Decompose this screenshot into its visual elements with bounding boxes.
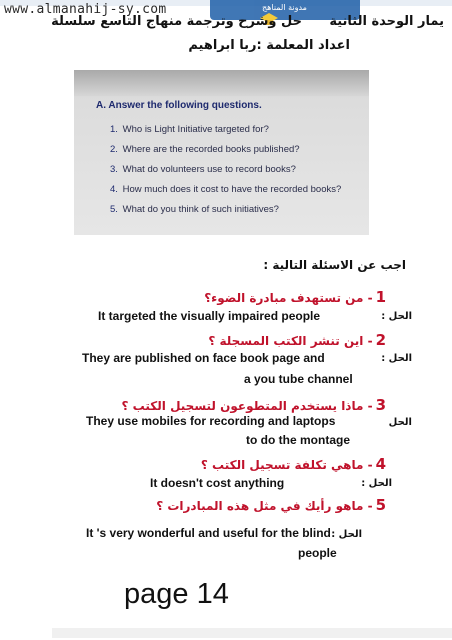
- answer-2-line-2: a you tube channel: [244, 372, 353, 386]
- logo-text: مدونة المناهج: [262, 3, 307, 12]
- answer-label: الحل :: [381, 311, 412, 322]
- answer-label: الحل :: [381, 353, 412, 364]
- excerpt-question: 1. Who is Light Initiative targeted for?: [110, 124, 269, 135]
- answer-2-line-1: They are published on face book page and: [82, 351, 325, 365]
- excerpt-question: 2. Where are the recorded books published?: [110, 144, 300, 155]
- answer-3-line-1: They use mobiles for recording and laptops: [86, 414, 336, 428]
- textbook-excerpt: [74, 70, 369, 235]
- instruction-heading: اجب عن الاسئلة التالية :: [263, 258, 406, 272]
- teacher-name: اعداد المعلمة :ربا ابراهيم: [188, 38, 350, 53]
- document-title: حل وشرح وترجمة منهاج التاسع سلسلة: [51, 14, 302, 29]
- excerpt-question: 3. What do volunteers use to record books?: [110, 164, 296, 175]
- question-1: 1- من تستهدف مبادرة الضوء؟: [204, 288, 386, 306]
- answer-5-line-1: It 's very wonderful and useful for the blind: [86, 526, 331, 540]
- answer-3-line-2: to do the montage: [246, 433, 350, 447]
- question-3: 3- ماذا يستخدم المتطوعون لتسجيل الكتب ؟: [121, 396, 386, 414]
- document-title-unit: يمار الوحدة الثانية: [329, 14, 444, 29]
- answer-4-line-1: It doesn't cost anything: [150, 476, 285, 490]
- excerpt-heading: A. Answer the following questions.: [96, 100, 262, 111]
- page-number: page 14: [124, 578, 229, 610]
- site-url: www.almanahij-sy.com: [4, 2, 167, 17]
- question-2: 2- اين تنشر الكتب المسجلة ؟: [208, 331, 386, 349]
- bottom-edge: [52, 628, 452, 638]
- question-4: 4- ماهي تكلفة تسجيل الكتب ؟: [200, 455, 386, 473]
- answer-label: الحل: [388, 417, 412, 428]
- answer-label: الحل :: [331, 529, 362, 540]
- excerpt-question: 4. How much does it cost to have the recorded books?: [110, 184, 342, 195]
- question-5: 5- ماهو رأيك في مثل هذه المبادرات ؟: [156, 496, 386, 514]
- answer-5-line-2: people: [298, 546, 337, 560]
- answer-1-line-1: It targeted the visually impaired people: [98, 309, 321, 323]
- answer-label: الحل :: [361, 478, 392, 489]
- excerpt-question: 5. What do you think of such initiatives?: [110, 204, 279, 215]
- excerpt-shade: [74, 70, 369, 96]
